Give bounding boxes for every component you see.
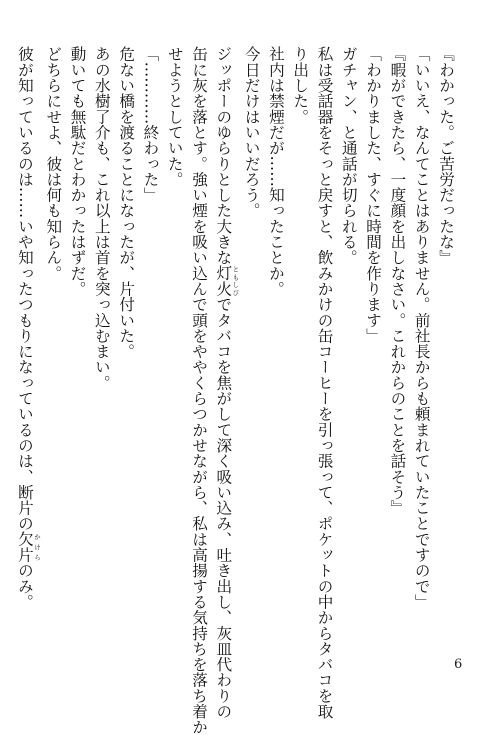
text-segment: のみ。: [15, 562, 34, 610]
text-line-with-ruby: [211, 46, 240, 719]
text-line: 私は受話器をそっと戻すと、飲みかけの缶コーヒーを引っ張って、ポケットの中からタバコを取: [315, 46, 334, 719]
ruby-annotation: [15, 531, 41, 563]
text-line: 「わかりました、すぐに時間を作ります」: [364, 46, 383, 344]
text-line: あの水樹了介も、これ以上は首を突っ込むまい。: [92, 46, 111, 391]
text-line: 缶に灰を落とす。強い煙を吸い込んで頭をややくらつかせながら、私は高揚する気持ちを落ち着か: [190, 46, 209, 735]
ruby-reading: かけら: [32, 531, 41, 563]
text-segment: 彼が知っているのは……いや知ったつもりになっているのは、断片の: [15, 46, 34, 532]
text-line: 社内は禁煙だが……知ったことか。: [266, 46, 285, 297]
text-line-with-ruby: [13, 46, 41, 646]
text-line: 今日だけはいいだろう。: [242, 46, 261, 219]
text-line: 『暇ができたら、一度顔を出しなさい。これからのことを話そう』: [388, 46, 407, 516]
ruby-reading: ともしび: [231, 265, 240, 297]
text-line: ガチャン、と通話が切られる。: [339, 46, 358, 266]
vertical-text-body: [13, 46, 458, 735]
ruby-base: 灯火: [214, 265, 233, 297]
text-segment: ジッポーのゆらりとした大きな: [214, 46, 233, 266]
text-segment: でタバコを焦がして深く吸い込み、吐き出し、灰皿代わりの: [214, 296, 233, 719]
text-line: 「いいえ、なんてことはありません。前社長からも頼まれていたことですので」: [412, 46, 431, 610]
ruby-annotation: [214, 265, 240, 297]
text-line: どちらにせよ、彼は何も知らん。: [44, 46, 63, 281]
text-line: 動いても無駄だとわかったはずだ。: [68, 46, 87, 297]
text-line: 『わかった。ご苦労だったな』: [437, 46, 455, 266]
ruby-base: 欠片: [15, 531, 34, 563]
text-line: 危ない橋を渡ることになったが、片付いた。: [117, 46, 136, 359]
text-line: せようとしていた。: [165, 46, 184, 187]
text-line: り出した。: [291, 46, 310, 125]
text-line: 「…………終わった」: [141, 46, 160, 203]
page-number: 6: [454, 657, 463, 672]
